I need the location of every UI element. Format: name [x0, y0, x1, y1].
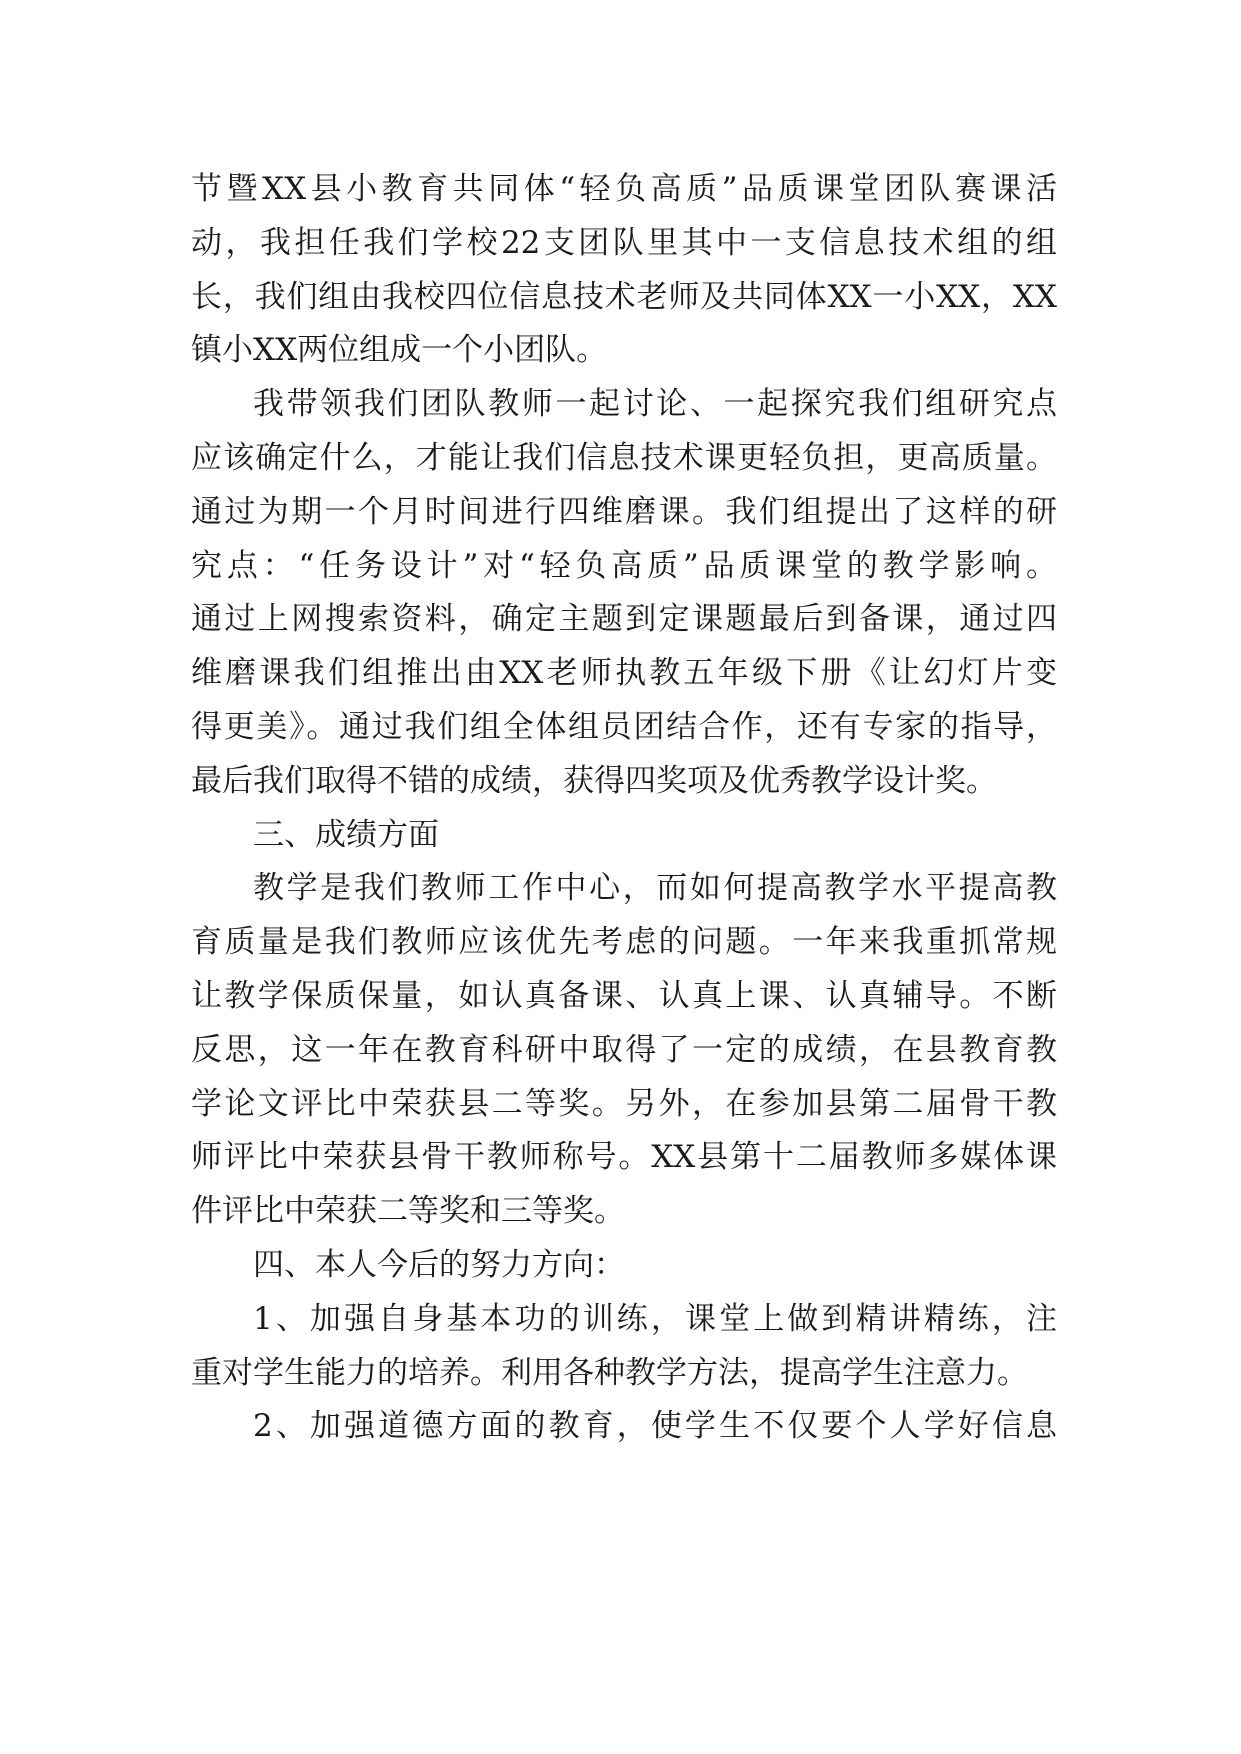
text-line: 究点：“任务设计”对“轻负高质”品质课堂的教学影响。 [191, 547, 1057, 584]
body-text [191, 163, 1057, 1454]
text-line: 2、加强道德方面的教育，使学生不仅要个人学好信息 [253, 1408, 1057, 1445]
text-line: 应该确定什么，才能让我们信息技术课更轻负担，更高质量。 [191, 439, 1057, 476]
text-line: 师评比中荣获县骨干教师称号。XX县第十二届教师多媒体课 [191, 1139, 1057, 1176]
text-line: 1、加强自身基本功的训练，课堂上做到精讲精练，注 [253, 1300, 1057, 1337]
text-line: 镇小XX两位组成一个小团队。 [191, 332, 608, 369]
text-line: 教学是我们教师工作中心，而如何提高教学水平提高教 [253, 870, 1057, 907]
text-line: 件评比中荣获二等奖和三等奖。 [191, 1193, 625, 1230]
text-line: 通过为期一个月时间进行四维磨课。我们组提出了这样的研 [191, 493, 1057, 530]
text-line: 让教学保质保量，如认真备课、认真上课、认真辅导。不断 [191, 977, 1057, 1014]
text-line: 长，我们组由我校四位信息技术老师及共同体XX一小XX，XX [191, 278, 1057, 315]
text-line: 反思，这一年在教育科研中取得了一定的成绩，在县教育教 [191, 1031, 1057, 1068]
text-line: 动，我担任我们学校22支团队里其中一支信息技术组的组 [191, 224, 1057, 261]
text-line: 维磨课我们组推出由XX老师执教五年级下册《让幻灯片变 [191, 655, 1057, 692]
text-line: 学论文评比中荣获县二等奖。另外，在参加县第二届骨干教 [191, 1085, 1057, 1122]
section-heading: 三、成绩方面 [253, 816, 439, 853]
text-line: 育质量是我们教师应该优先考虑的问题。一年来我重抓常规 [191, 924, 1057, 961]
text-line: 得更美》。通过我们组全体组员团结合作，还有专家的指导， [191, 708, 1057, 745]
text-line: 我带领我们团队教师一起讨论、一起探究我们组研究点 [253, 386, 1057, 423]
section-heading: 四、本人今后的努力方向： [253, 1246, 625, 1283]
text-line: 重对学生能力的培养。利用各种教学方法，提高学生注意力。 [191, 1354, 1028, 1391]
text-line: 最后我们取得不错的成绩，获得四奖项及优秀教学设计奖。 [191, 762, 997, 799]
text-line: 通过上网搜索资料，确定主题到定课题最后到备课，通过四 [191, 601, 1057, 638]
text-line: 节暨XX县小教育共同体“轻负高质”品质课堂团队赛课活 [191, 171, 1057, 207]
